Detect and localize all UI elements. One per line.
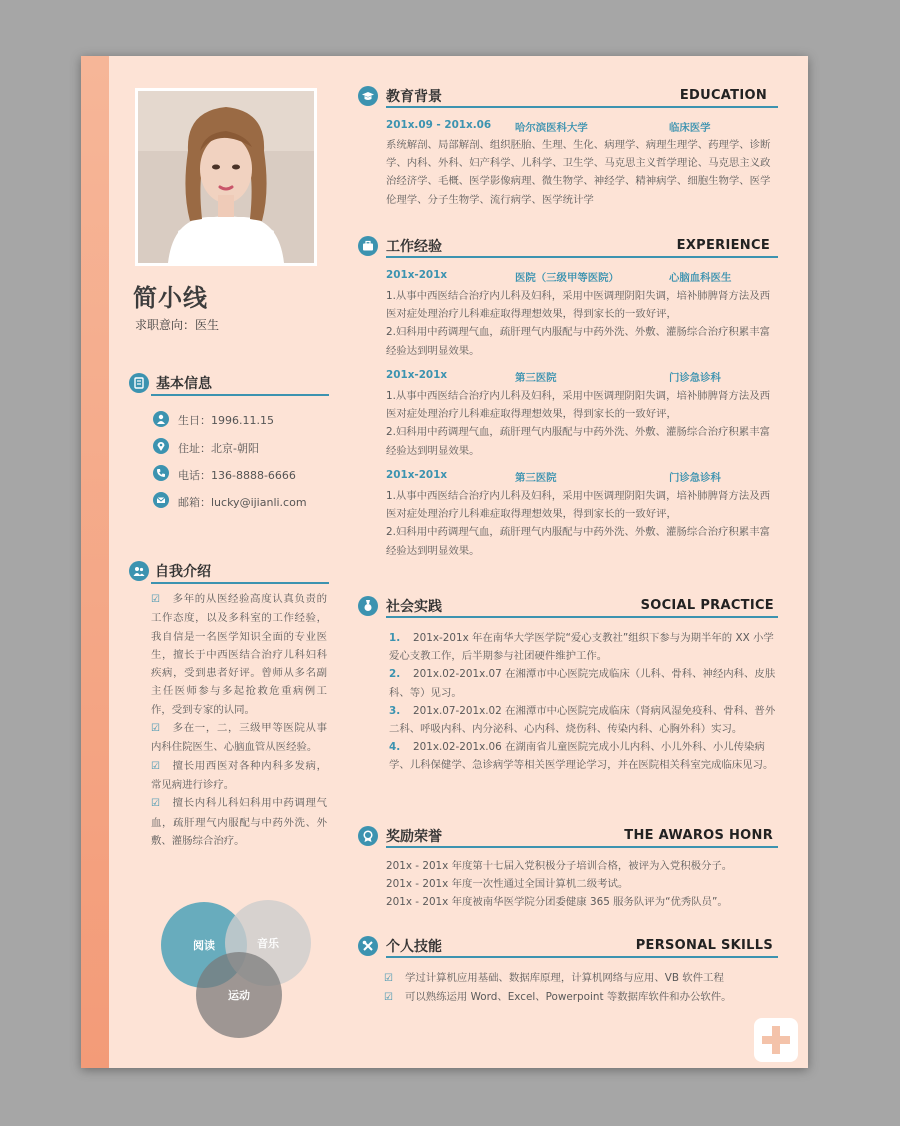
mail-icon [153,492,169,508]
education-underline [386,106,778,108]
job-2-org: 第三医院 [515,372,557,384]
email-text: 邮箱：lucky@ijianli.com [178,496,307,509]
job-2-dept: 门诊急诊科 [669,372,721,384]
self-intro-underline [151,582,329,584]
profile-photo [135,88,317,266]
awards-title: 奖励荣誉 [386,829,442,845]
education-title: 教育背景 [386,89,442,105]
awards-underline [386,846,778,848]
side-stripe [81,56,109,1068]
job-2-description: 1.从事中西医结合治疗内儿科及妇科，采用中医调理阴阳失调，培补肺脾肾方法及西医对症处理治疗儿科难症取得理想效果，得到家长的一致好评， 2.妇科用中药调理气血，疏肝理气内服配与中药外洗、外敷、灌肠综合治疗积累丰富经验达到明显效果。 [386,390,770,457]
practice-underline [386,616,778,618]
list-item: 201x - 201x 年度第十七届入党积极分子培训合格，被评为入党积极分子。 [386,860,733,872]
checkbox-icon: ☑ [384,973,393,984]
job-1-org: 医院（三级甲等医院） [515,272,619,284]
job-2-period: 201x-201x [386,369,448,381]
education-major: 临床医学 [669,122,711,134]
birthday-text: 生日：1996.11.15 [178,414,274,427]
education-courses: 系统解剖、局部解剖、组织胚胎、生理、生化、病理学、病理生理学、药理学、诊断学、内科、外科、妇产科学、儿科学、卫生学、马克思主义哲学理论、马克思主义政治经济学、毛概、医学影像病理、微生物学、神经学、精神病学、细胞生物学、医学伦理学、分子生物学、流行病学、医学统计学 [386,139,771,206]
checkbox-icon: ☑ [151,594,160,605]
job-1-dept: 心脑血科医生 [669,272,732,284]
list-item: ☑ 多在一，二，三级甲等医院从事内科住院医生、心脑血管从医经验。 [151,722,327,754]
experience-en-title: EXPERIENCE [676,238,770,253]
job-intent: 求职意向：医生 [135,318,220,332]
address-text: 住址：北京-朝阳 [178,442,259,455]
list-item: ☑ 学过计算机应用基础、数据库原理，计算机网络与应用、VB 软件工程 [384,972,724,984]
hobby-reading: 阅读 [161,902,247,988]
phone-text: 电话：136-8888-6666 [178,469,296,482]
tools-icon [358,936,378,956]
job-3-period: 201x-201x [386,469,448,481]
list-item: 201x - 201x 年度被南华医学院分团委健康 365 服务队评为“优秀队员”。 [386,896,728,909]
awards-list [386,857,776,912]
list-item: ☑ 擅长内科儿科妇科用中药调理气血，疏肝理气内服配与中药外洗、外敷、灌肠综合治疗。 [151,797,327,847]
practice-title: 社会实践 [386,599,442,615]
graduation-cap-icon [358,86,378,106]
skills-en-title: PERSONAL SKILLS [635,938,773,953]
self-intro-title: 自我介绍 [155,564,211,580]
award-badge-icon [358,826,378,846]
practice-en-title: SOCIAL PRACTICE [640,598,774,613]
phone-icon [153,465,169,481]
person-icon [153,411,169,427]
resume-page [81,56,808,1068]
job-3-org: 第三医院 [515,472,557,484]
list-item: ☑ 擅长用西医对各种内科多发病，常见病进行诊疗。 [151,759,327,791]
list-item: 3. 201x.07-201x.02 在湘潭市中心医院完成临床（肾病风湿免疫科、骨科、普外二科、呼吸内科、内分泌科、心内科、烧伤科、传染内科、心胸外科）实习。 [389,704,776,736]
job-3-description: 1.从事中西医结合治疗内儿科及妇科，采用中医调理阴阳失调，培补肺脾肾方法及西医对症处理治疗儿科难症取得理想效果，得到家长的一致好评， 2.妇科用中药调理气血，疏肝理气内服配与中药外洗、外敷、灌肠综合治疗积累丰富经验达到明显效果。 [386,490,770,557]
education-en-title: EDUCATION [679,88,767,103]
medal-ribbon-icon [358,596,378,616]
checkbox-icon: ☑ [151,760,160,772]
portrait-image [138,91,314,263]
job-3-dept: 门诊急诊科 [669,472,721,484]
experience-underline [386,256,778,258]
practice-list [389,629,776,775]
checkbox-icon: ☑ [384,992,393,1004]
skills-title: 个人技能 [386,939,442,955]
list-item: 1. 201x-201x 年在南华大学医学院“爱心支教社”组织下参与为期半年的 XX 小学爱心支教工作，后半期参与社团硬件维护工作。 [389,632,774,663]
basic-info-underline [151,394,329,396]
list-item: 201x - 201x 年度一次性通过全国计算机二级考试。 [386,878,629,891]
list-item: ☑ 多年的从医经验高度认真负责的工作态度，以及多科室的工作经验，我自信是一名医学知识全面的专业医生，擅长于中西医结合治疗儿科妇科疾病，受到患者好评。曾师从多名副主任医师参与多起抢救危重病例工作，受到专家的认同。 [151,593,327,716]
basic-info-title: 基本信息 [156,376,212,392]
hobby-music: 音乐 [225,900,311,986]
id-card-icon [129,373,149,393]
checkbox-icon: ☑ [151,723,160,735]
awards-en-title: THE AWAROS HONR [624,828,773,843]
plus-icon [754,1018,798,1062]
list-item: ☑ 可以熟练运用 Word、Excel、Powerpoint 等数据库软件和办公软件。 [384,991,732,1004]
education-period: 201x.09 - 201x.06 [386,119,492,131]
location-pin-icon [153,438,169,454]
candidate-name: 简小线 [133,284,208,312]
list-item: 4. 201x.02-201x.06 在湖南省儿童医院完成小儿内科、小儿外科、小儿传染病学、儿科保健学、急诊病学等相关医学理论学习，并在医院相关科室完成临床见习。 [389,741,774,772]
hobby-sports: 运动 [196,952,282,1038]
skills-underline [386,956,778,958]
self-intro-list [151,590,327,850]
people-icon [129,561,149,581]
job-1-description: 1.从事中西医结合治疗内儿科及妇科，采用中医调理阴阳失调，培补肺脾肾方法及西医对症处理治疗儿科难症取得理想效果，得到家长的一致好评， 2.妇科用中药调理气血，疏肝理气内服配与中药外洗、外敷、灌肠综合治疗积累丰富经验达到明显效果。 [386,290,770,357]
job-1-period: 201x-201x [386,269,448,281]
education-school: 哈尔滨医科大学 [515,122,588,134]
checkbox-icon: ☑ [151,798,160,810]
skills-list [384,969,774,1007]
list-item: 2. 201x.02-201x.07 在湘潭市中心医院完成临床（儿科、骨科、神经内科、皮肤科、等）见习。 [389,668,776,699]
briefcase-icon [358,236,378,256]
experience-title: 工作经验 [386,239,442,255]
